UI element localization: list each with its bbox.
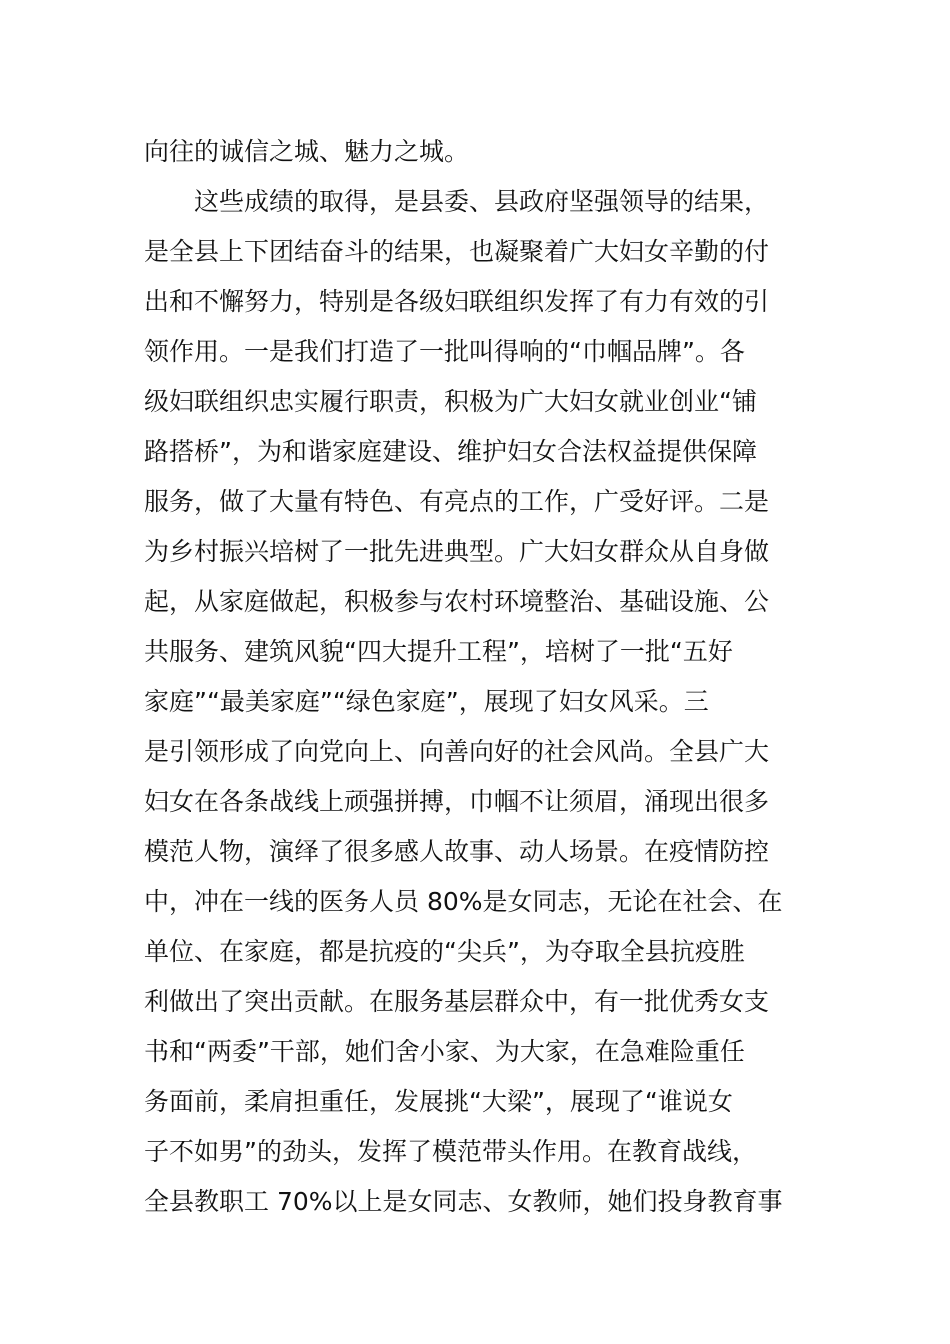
- text-line: 妇女在各条战线上顽强拼搏，巾帼不让须眉，涌现出很多: [144, 787, 770, 816]
- text-line: 单位、在家庭，都是抗疫的“尖兵”，为夺取全县抗疫胜: [144, 937, 745, 966]
- text-line: 全县教职工 70%以上是女同志、女教师，她们投身教育事: [144, 1187, 783, 1216]
- text-line: 子不如男”的劲头，发挥了模范带头作用。在教育战线，: [144, 1137, 757, 1166]
- text-line: 是引领形成了向党向上、向善向好的社会风尚。全县广大: [144, 737, 770, 766]
- text-line: 家庭”“最美家庭”“绿色家庭”，展现了妇女风采。三: [144, 687, 709, 716]
- text-line: 模范人物，演绎了很多感人故事、动人场景。在疫情防控: [144, 837, 770, 866]
- text-line: 是全县上下团结奋斗的结果，也凝聚着广大妇女辛勤的付: [144, 237, 770, 266]
- text-line: 路搭桥”，为和谐家庭建设、维护妇女合法权益提供保障: [144, 437, 757, 466]
- text-line: 领作用。一是我们打造了一批叫得响的“巾帼品牌”。各: [144, 337, 745, 366]
- text-line: 向往的诚信之城、魅力之城。: [144, 137, 470, 166]
- text-line: 务面前，柔肩担重任，发展挑“大梁”，展现了“谁说女: [144, 1087, 733, 1116]
- text-line: 共服务、建筑风貌“四大提升工程”，培树了一批“五好: [144, 637, 733, 666]
- paragraph-first-line: 这些成绩的取得，是县委、县政府坚强领导的结果，: [194, 187, 770, 216]
- text-line: 服务，做了大量有特色、有亮点的工作，广受好评。二是: [144, 487, 770, 516]
- text-line: 中，冲在一线的医务人员 80%是女同志，无论在社会、在: [144, 887, 783, 916]
- text-line: 利做出了突出贡献。在服务基层群众中，有一批优秀女支: [144, 987, 770, 1016]
- text-line: 出和不懈努力，特别是各级妇联组织发挥了有力有效的引: [144, 287, 770, 316]
- text-line: 为乡村振兴培树了一批先进典型。广大妇女群众从自身做: [144, 537, 770, 566]
- text-line: 书和“两委”干部，她们舍小家、为大家，在急难险重任: [144, 1037, 745, 1066]
- text-line: 起，从家庭做起，积极参与农村环境整治、基础设施、公: [144, 587, 770, 616]
- body-text: [144, 127, 814, 1227]
- text-line: 级妇联组织忠实履行职责，积极为广大妇女就业创业“铺: [144, 387, 757, 416]
